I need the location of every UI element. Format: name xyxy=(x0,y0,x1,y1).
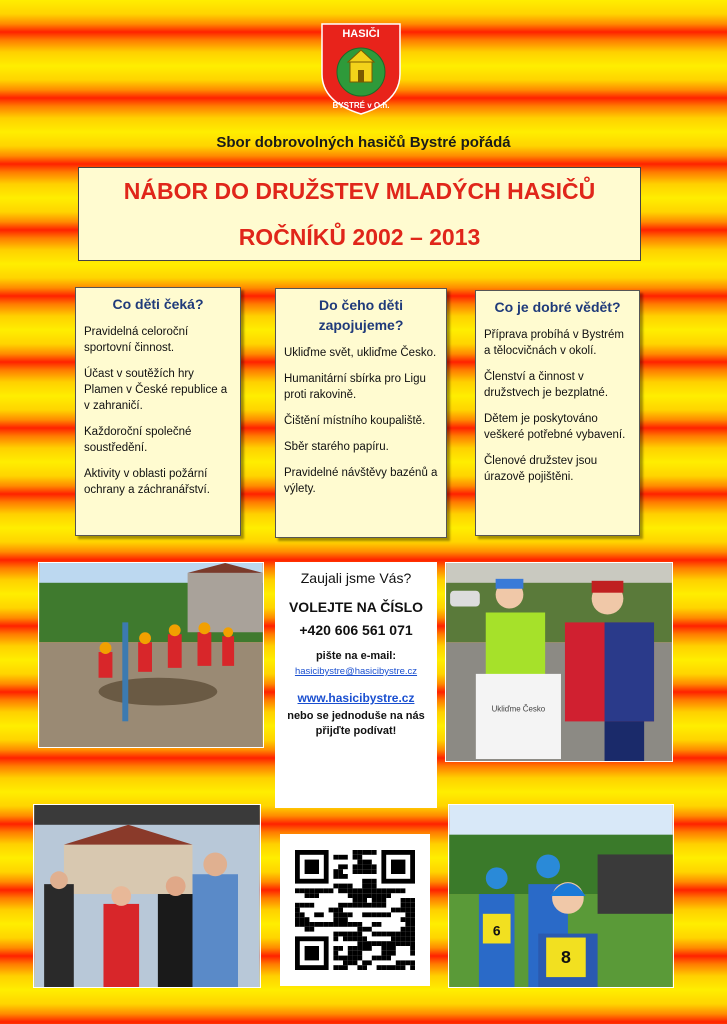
info-card-what-awaits xyxy=(75,287,241,536)
qr-code-panel xyxy=(280,834,430,986)
crest-bottom-text: BYSTRÉ v O.h. xyxy=(332,101,390,110)
card-item: Sběr starého papíru. xyxy=(284,441,389,453)
photo-cleanup-kids xyxy=(445,562,673,762)
info-card-good-to-know xyxy=(475,290,640,536)
card-item: Ukliďme svět, ukliďme Česko. xyxy=(284,347,437,359)
photo-competition xyxy=(38,562,264,748)
card-item: Členství a činnost v družstvech je bezplatné. xyxy=(484,371,609,399)
contact-panel xyxy=(275,562,437,808)
photo-award-ceremony xyxy=(33,804,261,988)
photo-kids-helmets xyxy=(448,804,674,988)
title-line-1: NÁBOR DO DRUŽSTEV MLADÝCH HASIČŮ xyxy=(123,178,596,204)
crest-top-text: HASIČI xyxy=(342,28,380,40)
title-box xyxy=(78,167,641,261)
card-item: Příprava probíhá v Bystrém a tělocvičnách v okolí. xyxy=(484,329,624,357)
card-item: Humanitární sbírka pro Ligu proti rakovině. xyxy=(284,373,426,401)
bag-print-text: Ukliďme Česko xyxy=(491,704,546,714)
title-line-2: ROČNÍKŮ 2002 – 2013 xyxy=(238,224,481,250)
qr-code[interactable] xyxy=(295,850,415,970)
card-item: Pravidelná celoroční sportovní činnost. xyxy=(84,326,189,354)
website-link[interactable]: www.hasicibystre.cz xyxy=(297,691,415,705)
card-heading: Co děti čeká? xyxy=(112,296,204,312)
bib-number: 6 xyxy=(492,922,501,939)
card-heading: Co je dobré vědět? xyxy=(494,299,621,315)
visit-note: nebo se jednoduše na nás přijďte podívat! xyxy=(287,710,425,737)
card-heading: Do čeho děti zapojujeme? xyxy=(318,297,404,333)
card-item: Dětem je poskytováno veškeré potřebné vybavení. xyxy=(484,413,626,441)
call-prompt: VOLEJTE NA ČÍSLO xyxy=(288,599,424,615)
bib-number: 8 xyxy=(560,947,571,968)
card-item: Aktivity v oblasti požární ochrany a záchranářství. xyxy=(84,468,210,496)
card-item: Pravidelné návštěvy bazénů a výlety. xyxy=(284,467,438,495)
phone-number: +420 606 561 071 xyxy=(299,622,413,638)
contact-question: Zaujali jsme Vás? xyxy=(300,570,412,586)
card-item: Účast v soutěžích hry Plamen v České republice a v zahraničí. xyxy=(84,368,228,412)
email-link[interactable]: hasicibystre@hasicibystre.cz xyxy=(294,666,418,677)
email-label: pište na e-mail: xyxy=(315,650,397,662)
organizer-line: Sbor dobrovolných hasičů Bystré pořádá xyxy=(216,134,511,151)
card-item: Členové družstev jsou úrazově pojištěni. xyxy=(484,455,598,483)
info-card-activities xyxy=(275,288,447,538)
card-item: Čištění místního koupaliště. xyxy=(284,415,426,427)
fire-brigade-crest xyxy=(320,22,402,116)
card-item: Každoroční společné soustředění. xyxy=(84,426,192,454)
